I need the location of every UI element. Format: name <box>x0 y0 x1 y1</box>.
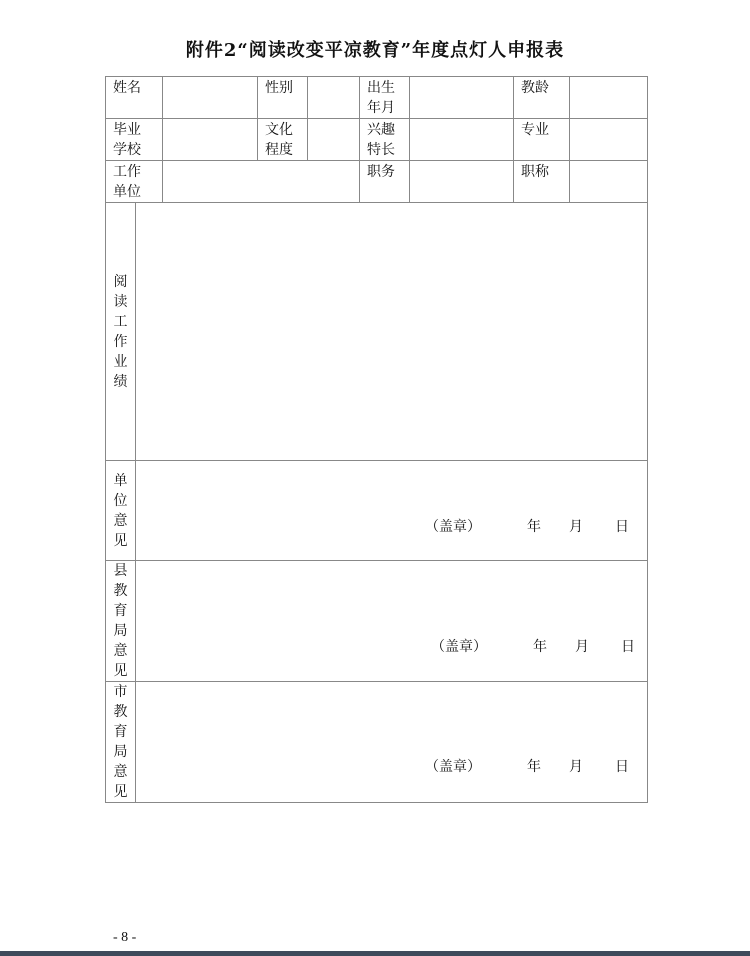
position-field[interactable] <box>410 161 514 203</box>
day-label: 日 <box>615 519 629 535</box>
page-number: - 8 - <box>113 930 137 945</box>
bottom-bar <box>0 951 750 956</box>
row-reading-achievements <box>106 203 648 461</box>
county-stamp-line <box>431 636 635 656</box>
reading-achievements-label: 阅读工作业绩 <box>106 203 136 461</box>
name-field[interactable] <box>163 77 258 119</box>
title-field[interactable] <box>570 161 648 203</box>
birth-label: 出生 年月 <box>360 77 410 119</box>
title-label: 职称 <box>514 161 570 203</box>
position-label: 职务 <box>360 161 410 203</box>
school-field[interactable] <box>163 119 258 161</box>
seal-label: （盖章） <box>431 639 487 655</box>
year-label: 年 <box>527 759 541 775</box>
major-field[interactable] <box>570 119 648 161</box>
application-form-table <box>105 76 648 803</box>
major-label: 专业 <box>514 119 570 161</box>
seal-label: （盖章） <box>425 759 481 775</box>
work-unit-label: 工作 单位 <box>106 161 163 203</box>
city-opinion-field[interactable] <box>136 682 648 803</box>
reading-achievements-field[interactable] <box>136 203 648 461</box>
month-label: 月 <box>569 519 583 535</box>
gender-field[interactable] <box>308 77 360 119</box>
county-opinion-label: 县教育局意见 <box>106 561 136 682</box>
form-title: 附件2“阅读改变平凉教育”年度点灯人申报表 <box>185 40 565 61</box>
city-opinion-label: 市教育局意见 <box>106 682 136 803</box>
teaching-age-field[interactable] <box>570 77 648 119</box>
row-work-info <box>106 161 648 203</box>
month-label: 月 <box>569 759 583 775</box>
year-label: 年 <box>527 519 541 535</box>
day-label: 日 <box>615 759 629 775</box>
row-education-info <box>106 119 648 161</box>
gender-label: 性别 <box>258 77 308 119</box>
unit-stamp-line <box>425 516 629 536</box>
school-label: 毕业 学校 <box>106 119 163 161</box>
row-basic-info <box>106 77 648 119</box>
teaching-age-label: 教龄 <box>514 77 570 119</box>
work-unit-field[interactable] <box>163 161 360 203</box>
name-label: 姓名 <box>106 77 163 119</box>
education-field[interactable] <box>308 119 360 161</box>
year-label: 年 <box>533 639 547 655</box>
seal-label: （盖章） <box>425 519 481 535</box>
month-label: 月 <box>575 639 589 655</box>
county-opinion-field[interactable] <box>136 561 648 682</box>
day-label: 日 <box>621 639 635 655</box>
city-stamp-line <box>425 756 629 776</box>
hobby-field[interactable] <box>410 119 514 161</box>
hobby-label: 兴趣 特长 <box>360 119 410 161</box>
unit-opinion-field[interactable] <box>136 461 648 561</box>
row-county-opinion <box>106 561 648 682</box>
education-label: 文化 程度 <box>258 119 308 161</box>
row-unit-opinion <box>106 461 648 561</box>
row-city-opinion <box>106 682 648 803</box>
unit-opinion-label: 单位意见 <box>106 461 136 561</box>
birth-field[interactable] <box>410 77 514 119</box>
